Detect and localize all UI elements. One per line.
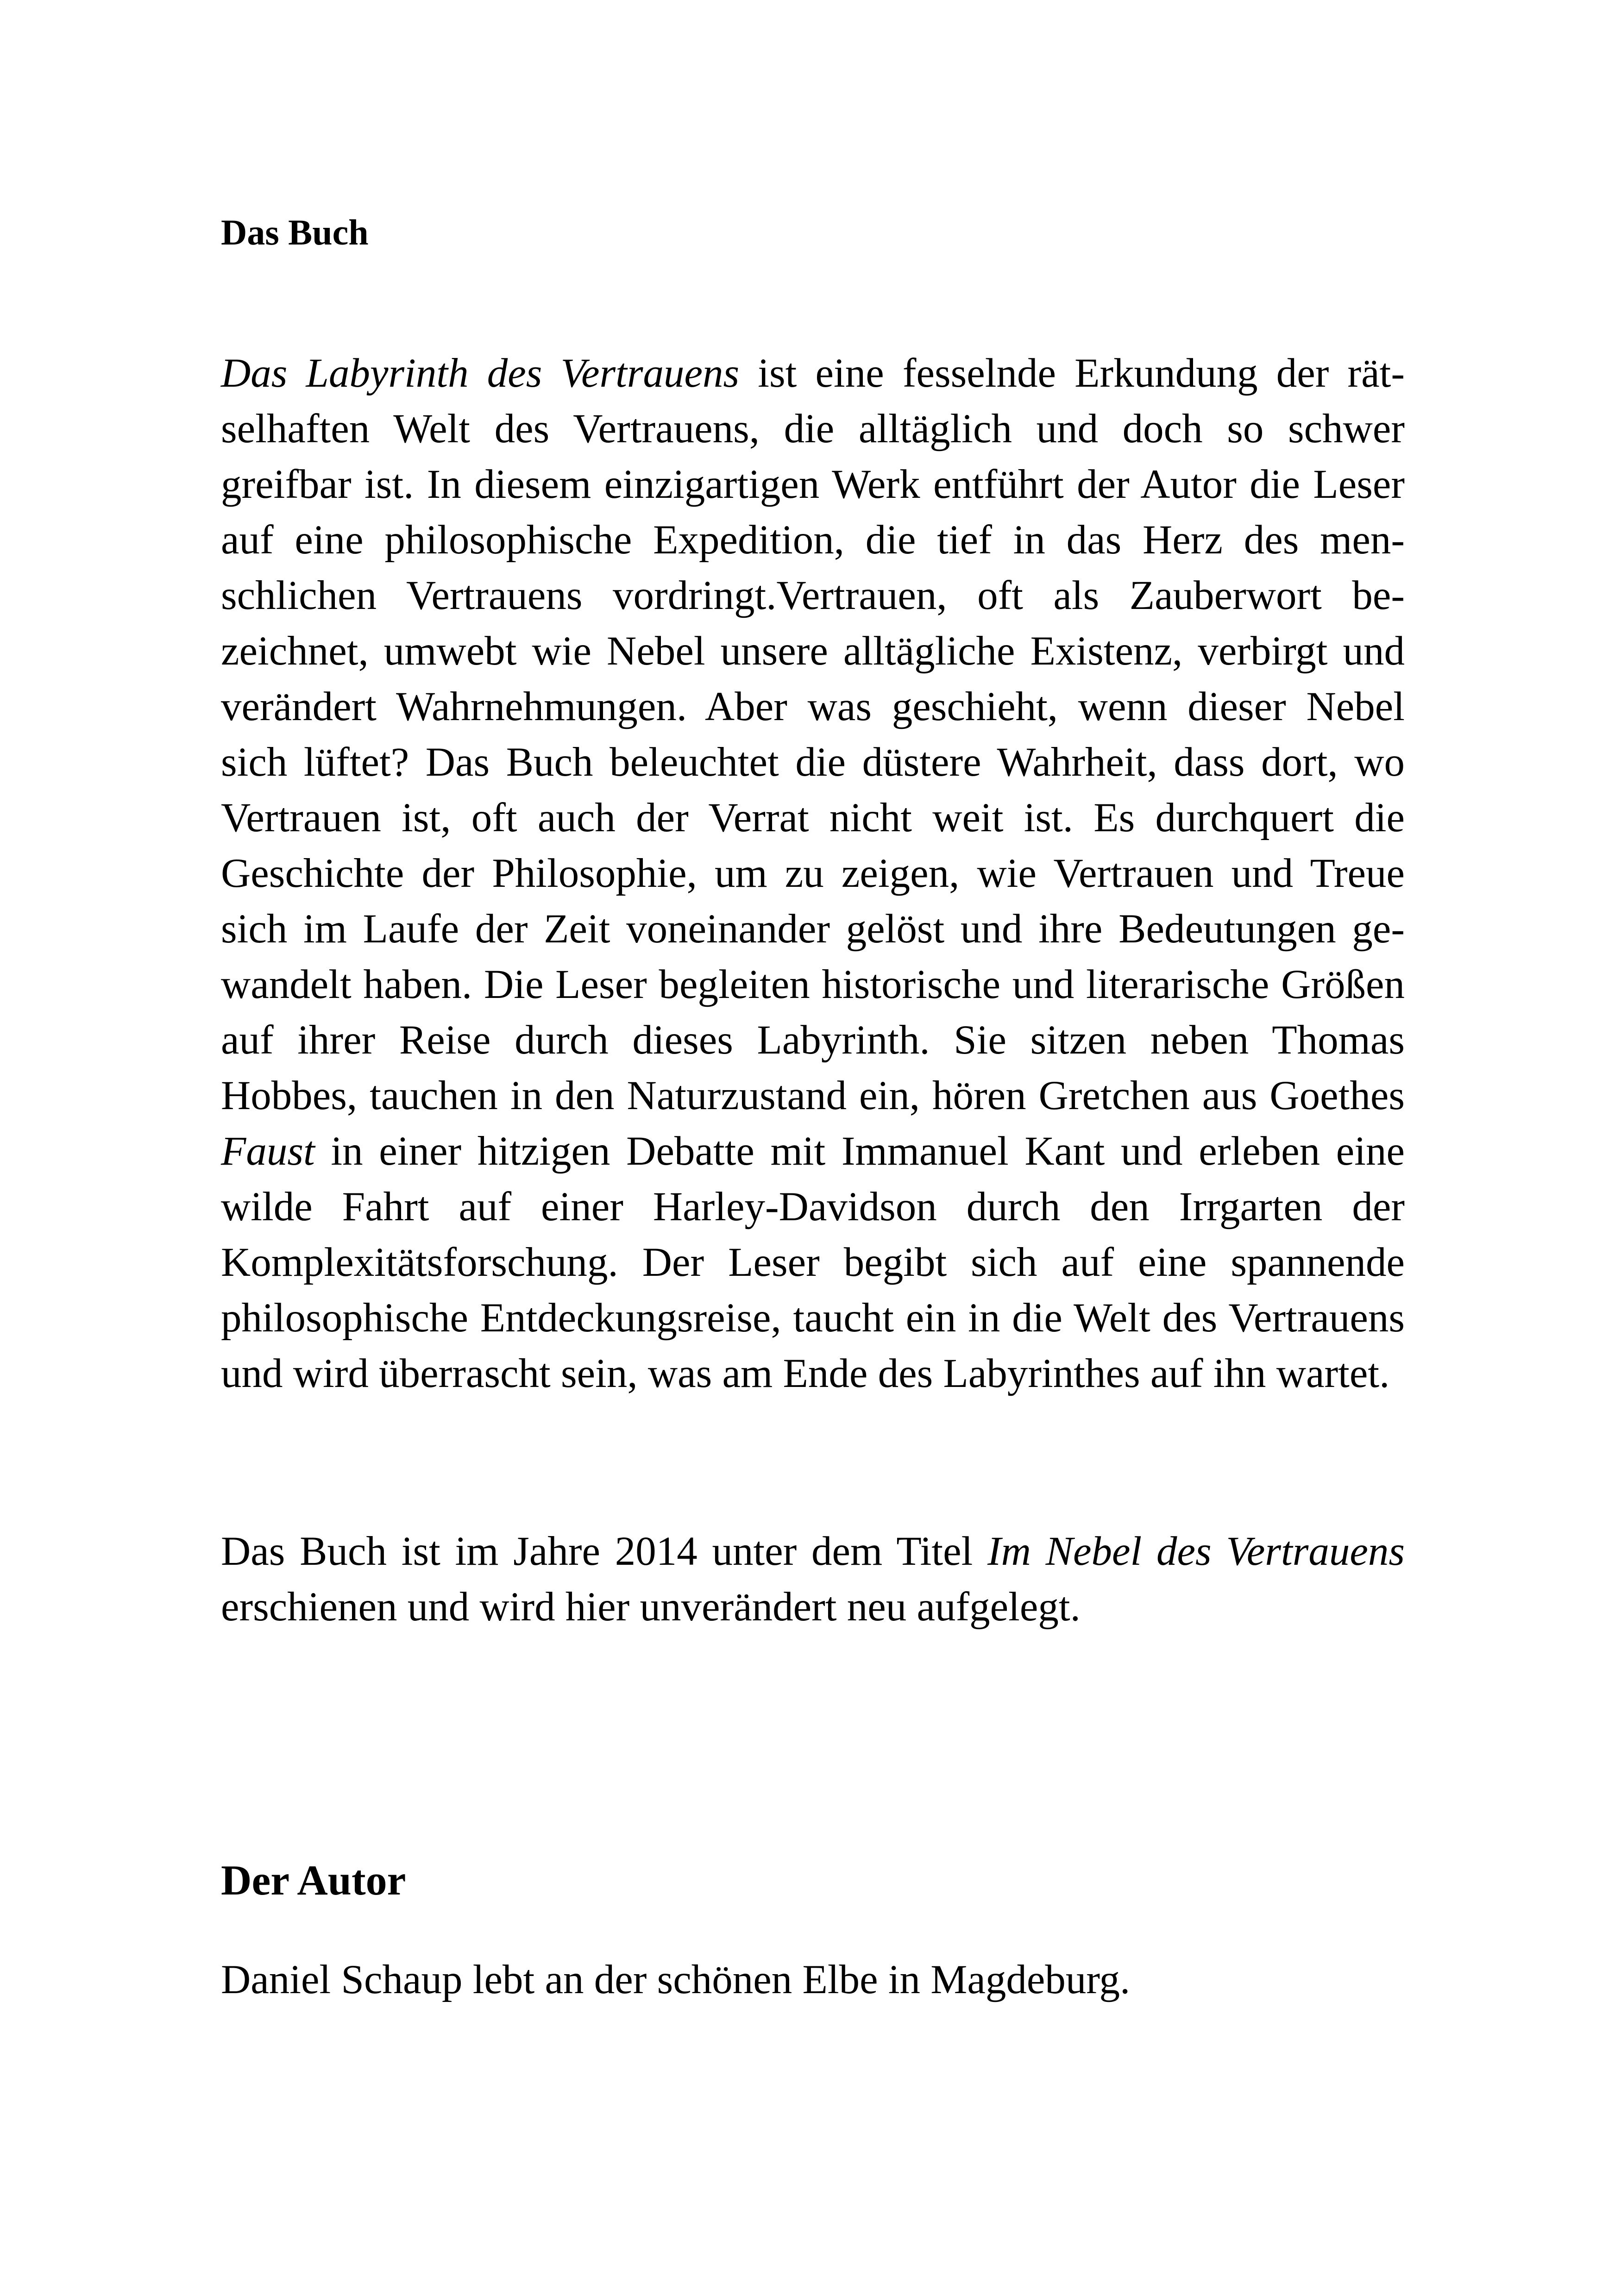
- edition-note-text-2: erschienen und wird hier unverändert neu aufgelegt.: [221, 1584, 1081, 1630]
- edition-note-line-1: [221, 1524, 1405, 1579]
- book-title: Das Labyrinth des Vertrauens: [221, 351, 740, 396]
- author-bio: Daniel Schaup lebt an der schönen Elbe in Magdeburg.: [221, 1957, 1131, 2002]
- blurb-text-2: in einer hitzigen Debatte mit Immanuel Kant und erleben eine wilde Fahrt auf einer Harley-Davidson durch den Irrgarten der Komplexitätsforschung. Der Leser begibt sich auf eine spannende philosophische Entdeckungsreise, taucht ein in die Welt des Vertrauens und wird überrascht sein, was am Ende des Labyrinthes auf ihn wartet.: [221, 1129, 1405, 1396]
- previous-title: Im Nebel des Vertrauens: [987, 1529, 1405, 1574]
- edition-note-text-1: Das Buch ist im Jahre 2014 unter dem Titel: [221, 1529, 988, 1574]
- book-heading: Das Buch: [221, 212, 369, 252]
- blurb-text-1: ist eine fesselnde Erkundung der rätselhaften Welt des Vertrauens, die alltäglich und doch so schwer greifbar ist. In diesem einzigartigen Werk entführt der Autor die Leser auf eine philosophische Expedition, die tief in das Herz des menschlichen Vertrauens vordringt.Vertrauen, oft als Zauberwort bezeichnet, umwebt wie Nebel unsere alltägliche Existenz, verbirgt und verändert Wahrnehmungen. Aber was geschieht, wenn dieser Nebel sich lüftet? Das Buch beleuchtet die düstere Wahrheit, dass dort, wo Vertrauen ist, oft auch der Verrat nicht weit ist. Es durchquert die Geschichte der Philosophie, um zu zeigen, wie Vertrauen und Treue sich im Laufe der Zeit voneinander gelöst und ihre Bedeutungen gewandelt haben. Die Leser begleiten historische und literarische Größen auf ihrer Reise durch dieses Labyrinth. Sie sitzen neben Thomas Hobbes, tauchen in den Naturzustand ein, hören Gretchen aus Goethes: [221, 351, 1405, 1118]
- edition-note: [221, 1524, 1405, 1635]
- author-heading: Der Autor: [221, 1857, 406, 1904]
- faust-title: Faust: [221, 1129, 315, 1174]
- book-blurb: [221, 345, 1405, 1401]
- book-page: [221, 0, 1405, 2296]
